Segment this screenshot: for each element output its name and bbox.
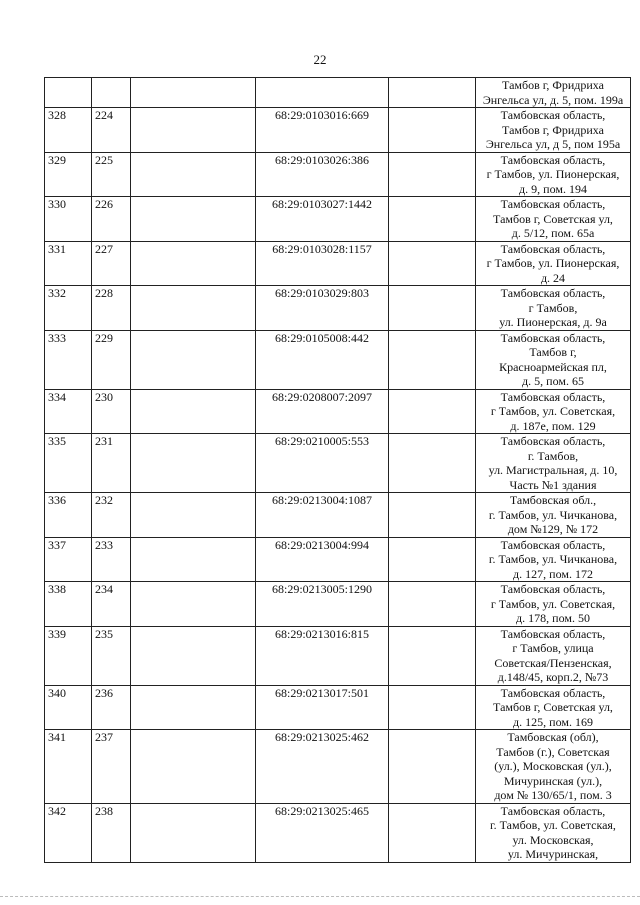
empty-cell: [389, 685, 476, 730]
address-line: д. 178, пом. 50: [516, 611, 590, 625]
address-line: Красноармейская пл,: [499, 359, 607, 374]
row-number: 331: [45, 241, 92, 286]
address-line: Тамбовская область,: [500, 330, 606, 345]
address-line: Тамбовская область,: [500, 108, 606, 122]
empty-cell: [389, 493, 476, 538]
address-line: Энгельса ул, д 5, пом 195а: [485, 137, 621, 151]
address-cell: [476, 78, 631, 108]
page-number: 22: [313, 52, 327, 67]
table-row: [45, 108, 631, 153]
row-number: 337: [45, 537, 92, 582]
row-number: 329: [45, 152, 92, 197]
address-line: г Тамбов, ул. Пионерская,: [486, 167, 620, 181]
empty-cell: [389, 78, 476, 108]
address-cell: [476, 626, 631, 685]
empty-cell: [389, 582, 476, 627]
table-row: [45, 286, 631, 331]
address-line: д. 125, пом. 169: [513, 714, 593, 729]
table-row: [45, 582, 631, 627]
address-line: г. Тамбов, ул. Чичканова,: [488, 552, 618, 566]
address-line: (ул.), Московская (ул.),: [494, 759, 612, 773]
item-number: 224: [92, 108, 131, 153]
table-row: [45, 685, 631, 730]
address-line: д. 187е, пом. 129: [510, 418, 596, 433]
item-number: 237: [92, 730, 131, 804]
empty-cell: [389, 389, 476, 434]
cadastral-number: 68:29:0103026:386: [256, 152, 389, 197]
empty-cell: [389, 626, 476, 685]
cadastral-number: 68:29:0213004:994: [256, 537, 389, 582]
address-line: г Тамбов,: [528, 300, 578, 315]
address-line: д. 24: [540, 270, 566, 285]
address-cell: [476, 197, 631, 242]
empty-cell: [131, 197, 256, 242]
row-number: 332: [45, 286, 92, 331]
address-cell: [476, 434, 631, 493]
address-line: д. 127, пом. 172: [513, 566, 593, 581]
address-line: г. Тамбов,: [527, 448, 579, 463]
address-line: Тамбовская область,: [500, 197, 606, 211]
empty-cell: [389, 537, 476, 582]
address-line: Тамбов г, Фридриха: [502, 78, 604, 92]
address-line: Тамбовская область,: [500, 803, 606, 818]
address-line: г Тамбов, ул. Советская,: [490, 596, 616, 611]
address-line: Советская/Пензенская,: [494, 655, 612, 670]
empty-cell: [131, 626, 256, 685]
item-number: 230: [92, 389, 131, 434]
address-cell: [476, 493, 631, 538]
table-row: [45, 241, 631, 286]
row-number: 335: [45, 434, 92, 493]
empty-cell: [131, 241, 256, 286]
row-number: 339: [45, 626, 92, 685]
cadastral-number: [256, 78, 389, 108]
address-line: дом №129, № 172: [507, 522, 599, 536]
address-line: Энгельса ул, д. 5, пом. 199а: [482, 92, 624, 107]
table-row: [45, 434, 631, 493]
address-line: Тамбовская область,: [500, 582, 606, 596]
address-cell: [476, 537, 631, 582]
address-line: Тамбовская (обл),: [507, 730, 599, 744]
item-number: 238: [92, 803, 131, 862]
table-row: [45, 152, 631, 197]
empty-cell: [131, 582, 256, 627]
address-line: д. 9, пом. 194: [519, 181, 587, 196]
item-number: 228: [92, 286, 131, 331]
item-number: 225: [92, 152, 131, 197]
address-line: д. 5/12, пом. 65а: [511, 226, 595, 240]
property-registry-table: [44, 77, 631, 863]
cadastral-number: 68:29:0103027:1442: [256, 197, 389, 242]
address-line: Тамбовская обл.,: [509, 493, 597, 507]
empty-cell: [389, 241, 476, 286]
table-row: [45, 730, 631, 804]
address-line: г Тамбов, ул. Советская,: [490, 404, 616, 418]
row-number: 341: [45, 730, 92, 804]
item-number: 229: [92, 330, 131, 389]
address-line: Тамбовская область,: [500, 152, 606, 167]
address-cell: [476, 241, 631, 286]
address-line: Тамбовская область,: [500, 685, 606, 700]
empty-cell: [389, 434, 476, 493]
table-row: [45, 626, 631, 685]
cadastral-number: 68:29:0213025:465: [256, 803, 389, 862]
cadastral-number: 68:29:0213016:815: [256, 626, 389, 685]
cadastral-number: 68:29:0210005:553: [256, 434, 389, 493]
cadastral-number: 68:29:0103028:1157: [256, 241, 389, 286]
row-number: 336: [45, 493, 92, 538]
empty-cell: [131, 685, 256, 730]
page-bottom-edge: [0, 896, 640, 898]
address-line: Тамбов г,: [529, 345, 577, 359]
item-number: 226: [92, 197, 131, 242]
item-number: 234: [92, 582, 131, 627]
empty-cell: [131, 330, 256, 389]
row-number: 334: [45, 389, 92, 434]
address-line: г Тамбов, улица: [512, 641, 594, 655]
empty-cell: [389, 803, 476, 862]
address-line: Тамбовская область,: [500, 537, 606, 552]
address-line: Тамбов г, Советская ул,: [493, 211, 613, 226]
item-number: 235: [92, 626, 131, 685]
address-line: г. Тамбов, ул. Советская,: [490, 818, 616, 832]
address-line: Тамбов (г.), Советская: [496, 744, 610, 759]
address-cell: [476, 730, 631, 804]
empty-cell: [131, 434, 256, 493]
row-number: 328: [45, 108, 92, 153]
table-row: [45, 803, 631, 862]
address-cell: [476, 152, 631, 197]
address-line: Тамбовская область,: [500, 626, 606, 641]
empty-cell: [389, 197, 476, 242]
address-line: д.148/45, корп.2, №73: [497, 670, 609, 684]
cadastral-number: 68:29:0213017:501: [256, 685, 389, 730]
cadastral-number: 68:29:0105008:442: [256, 330, 389, 389]
address-cell: [476, 803, 631, 862]
table-row: [45, 493, 631, 538]
address-cell: [476, 582, 631, 627]
cadastral-number: 68:29:0213005:1290: [256, 582, 389, 627]
address-line: дом № 130/65/1, пом. 3: [494, 788, 612, 802]
cadastral-number: 68:29:0103016:669: [256, 108, 389, 153]
row-number: [45, 78, 92, 108]
address-cell: [476, 685, 631, 730]
address-line: г. Тамбов, ул. Чичканова,: [488, 507, 618, 522]
address-cell: [476, 389, 631, 434]
empty-cell: [131, 389, 256, 434]
row-number: 338: [45, 582, 92, 627]
empty-cell: [131, 286, 256, 331]
empty-cell: [389, 108, 476, 153]
address-line: ул. Магистральная, д. 10,: [488, 463, 618, 477]
address-cell: [476, 108, 631, 153]
address-line: ул. Мичуринская,: [507, 847, 599, 861]
row-number: 342: [45, 803, 92, 862]
cadastral-number: 68:29:0213004:1087: [256, 493, 389, 538]
empty-cell: [131, 78, 256, 108]
address-line: Часть №1 здания: [509, 477, 597, 492]
empty-cell: [131, 803, 256, 862]
item-number: 236: [92, 685, 131, 730]
cadastral-number: 68:29:0213025:462: [256, 730, 389, 804]
table-row: [45, 330, 631, 389]
cadastral-number: 68:29:0103029:803: [256, 286, 389, 331]
registry-rows: [45, 78, 631, 863]
address-cell: [476, 286, 631, 331]
row-number: 333: [45, 330, 92, 389]
row-number: 340: [45, 685, 92, 730]
empty-cell: [389, 730, 476, 804]
item-number: 231: [92, 434, 131, 493]
address-line: Тамбовская область,: [500, 241, 606, 256]
table-row: [45, 389, 631, 434]
table-row: [45, 197, 631, 242]
row-number: 330: [45, 197, 92, 242]
address-line: Тамбов г, Фридриха: [502, 122, 604, 137]
address-line: Тамбовская область,: [500, 434, 606, 448]
item-number: 232: [92, 493, 131, 538]
empty-cell: [389, 152, 476, 197]
table-row: [45, 78, 631, 108]
address-cell: [476, 330, 631, 389]
address-line: д. 5, пом. 65: [522, 374, 584, 388]
empty-cell: [131, 108, 256, 153]
empty-cell: [131, 730, 256, 804]
empty-cell: [131, 493, 256, 538]
address-line: ул. Пионерская, д. 9а: [499, 315, 607, 329]
address-line: ул. Московская,: [512, 832, 594, 847]
empty-cell: [131, 537, 256, 582]
item-number: [92, 78, 131, 108]
empty-cell: [389, 330, 476, 389]
item-number: 233: [92, 537, 131, 582]
item-number: 227: [92, 241, 131, 286]
table-row: [45, 537, 631, 582]
empty-cell: [131, 152, 256, 197]
cadastral-number: 68:29:0208007:2097: [256, 389, 389, 434]
address-line: Тамбовская область,: [500, 389, 606, 404]
empty-cell: [389, 286, 476, 331]
address-line: г Тамбов, ул. Пионерская,: [486, 256, 620, 270]
address-line: Тамбов г, Советская ул,: [493, 700, 613, 714]
address-line: Тамбовская область,: [500, 286, 606, 300]
address-line: Мичуринская (ул.),: [503, 773, 603, 788]
